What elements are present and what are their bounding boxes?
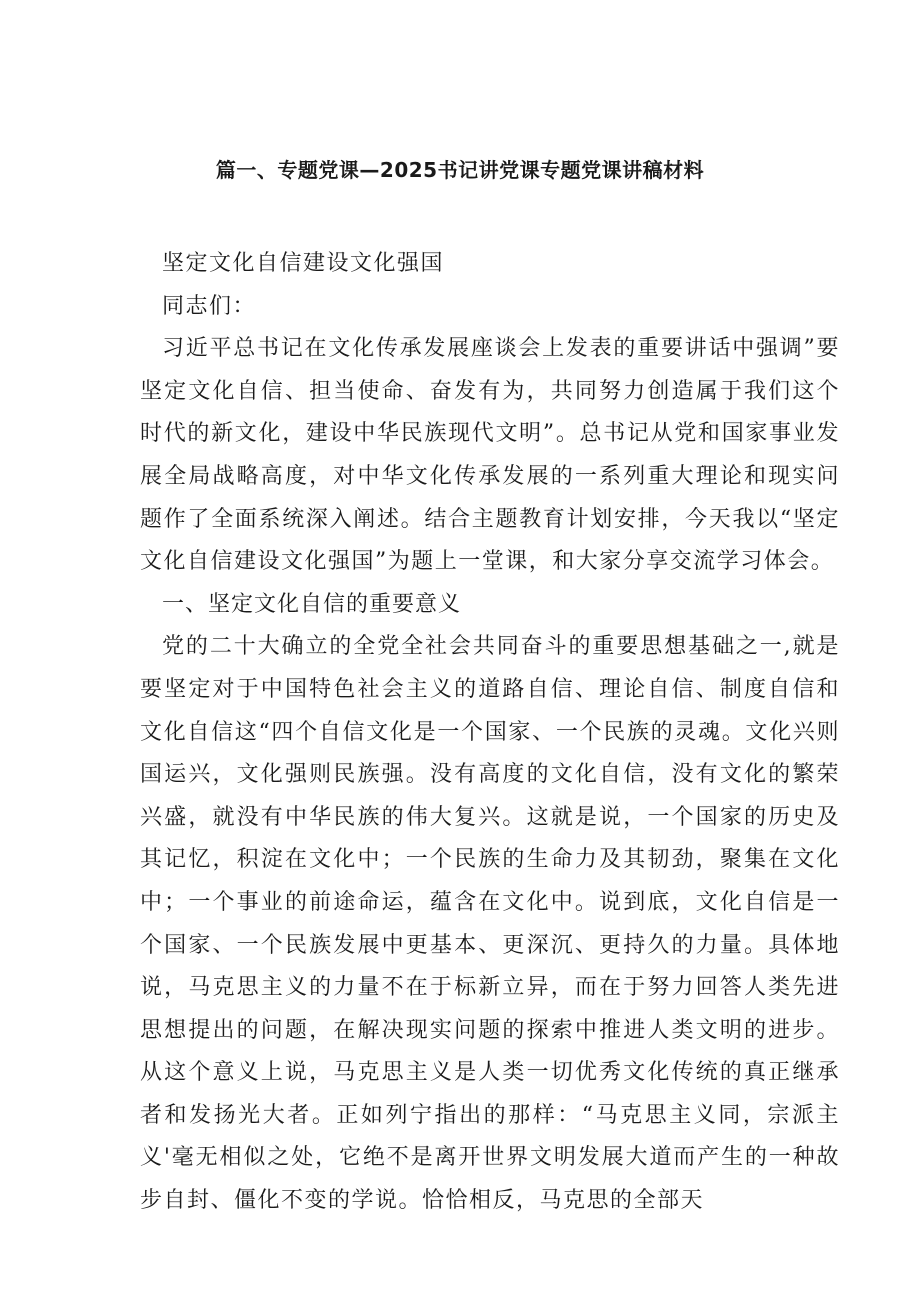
- document-title: 篇一、专题党课—2025书记讲党课专题党课讲稿材料: [215, 158, 705, 182]
- body-paragraph: 党的二十大确立的全党全社会共同奋斗的重要思想基础之一,就是要坚定对于中国特色社会主义的道路自信、理论自信、制度自信和文化自信这“四个自信文化是一个国家、一个民族的灵魂。文化兴则国运兴，文化强则民族强。没有高度的文化自信，没有文化的繁荣兴盛，就没有中华民族的伟大复兴。这就是说，一个国家的历史及其记忆，积淀在文化中；一个民族的生命力及其韧劲，聚集在文化中；一个事业的前途命运，蕴含在文化中。说到底，文化自信是一个国家、一个民族发展中更基本、更深沉、更持久的力量。具体地说，马克思主义的力量不在于标新立异，而在于努力回答人类先进思想提出的问题，在解决现实问题的探索中推进人类文明的进步。从这个意义上说，马克思主义是人类一切优秀文化传统的真正继承者和发扬光大者。正如列宁指出的那样：“马克思主义同，宗派主义'毫无相似之处，它绝不是离开世界文明发展大道而产生的一种故步自封、僵化不变的学说。恰恰相反，马克思的全部天: [140, 634, 840, 1214]
- speech-greeting: 同志们：: [162, 293, 257, 319]
- speech-subtitle: 坚定文化自信建设文化强国: [162, 251, 445, 276]
- document-body: [140, 243, 840, 1223]
- section-heading: 一、坚定文化自信的重要意义: [162, 591, 462, 617]
- intro-paragraph: 习近平总书记在文化传承发展座谈会上发表的重要讲话中强调”要坚定文化自信、担当使命、奋发有为，共同努力创造属于我们这个时代的新文化，建设中华民族现代文明”。总书记从党和国家事业发展全局战略高度，对中华文化传承发展的一系列重大理论和现实问题作了全面系统深入阐述。结合主题教育计划安排，今天我以“坚定文化自信建设文化强国”为题上一堂课，和大家分享交流学习体会。: [140, 336, 840, 575]
